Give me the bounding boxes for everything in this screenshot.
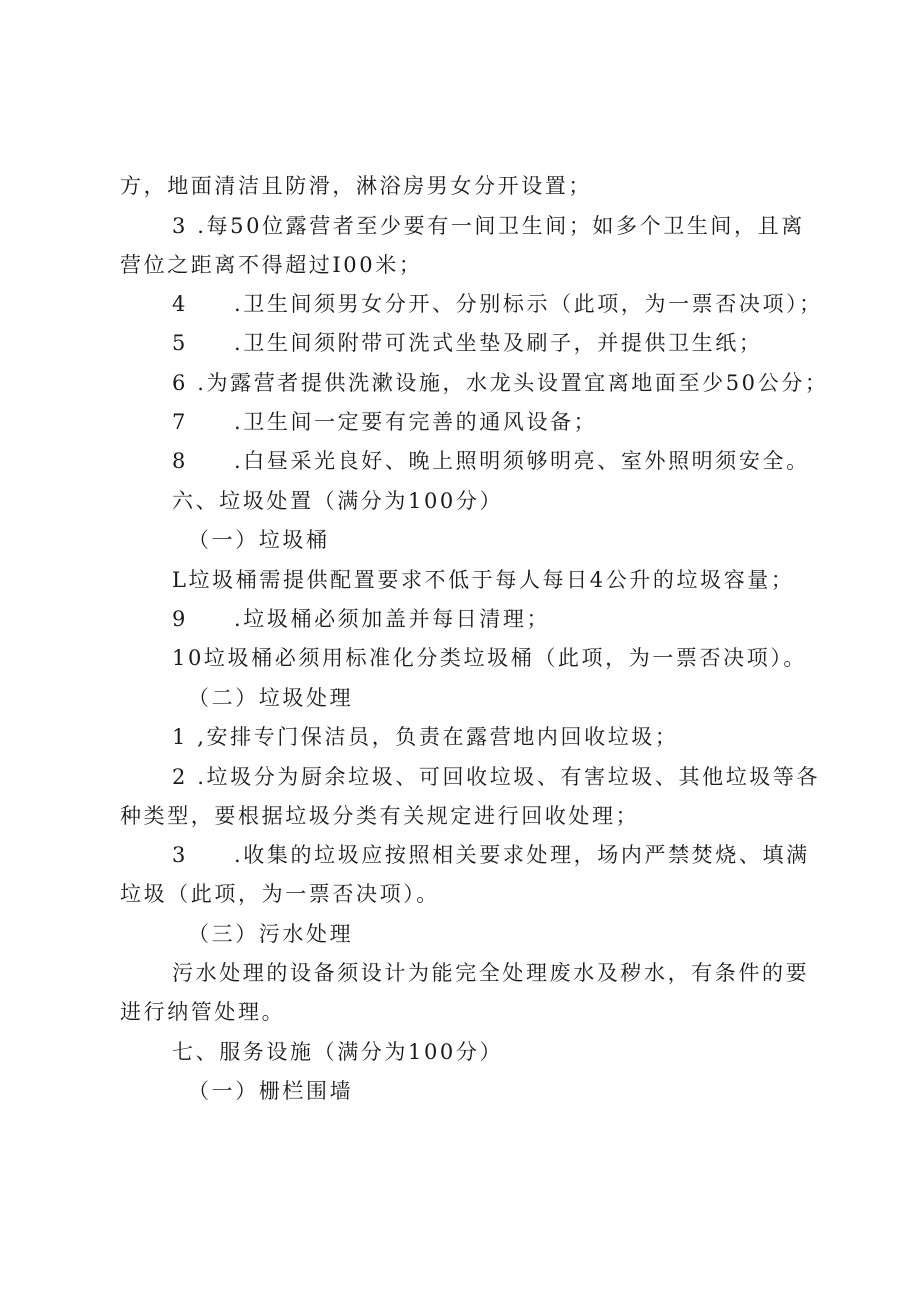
paragraph-line: 垃圾（此项，为一票否决项）。 (120, 882, 440, 906)
paragraph-line: 进行纳管处理。 (120, 1000, 286, 1024)
list-item-10: 10垃圾桶必须用标准化分类垃圾桶（此项，为一票否决项）。 (172, 646, 808, 670)
list-item-5: 5 .卫生间须附带可洗式坐垫及刷子，并提供卫生纸； (172, 331, 763, 355)
paragraph-line: 方，地面清洁且防滑，淋浴房男女分开设置； (120, 174, 592, 198)
section-heading: 七、服务设施（满分为100分） (172, 1040, 504, 1064)
paragraph-line: 种类型，要根据垃圾分类有关规定进行回收处理； (120, 804, 640, 828)
list-item-6: 6 .为露营者提供洗漱设施，水龙头设置宜离地面至少50公分； (172, 371, 829, 395)
subsection-heading: （一）垃圾桶 (188, 528, 330, 552)
subsection-heading: （一）栅栏围墙 (188, 1079, 354, 1103)
list-item-9: 9 .垃圾桶必须加盖并每日清理； (172, 607, 551, 631)
list-item-1: L垃圾桶需提供配置要求不低于每人每日4公升的垃圾容量； (172, 568, 795, 592)
section-heading: 六、垃圾处置（满分为100分） (172, 489, 504, 513)
subsection-heading: （三）污水处理 (188, 922, 354, 946)
list-item-2: 2 .垃圾分为厨余垃圾、可回收垃圾、有害垃圾、其他垃圾等各 (172, 765, 821, 789)
list-item-1: 1 ,安排专门保洁员，负责在露营地内回收垃圾； (172, 725, 679, 749)
paragraph-line: 污水处理的设备须设计为能完全处理废水及秽水，有条件的要 (172, 961, 810, 985)
subsection-heading: （二）垃圾处理 (188, 686, 354, 710)
list-item-3: 3 .每50位露营者至少要有一间卫生间；如多个卫生间，且离 (172, 214, 805, 238)
list-item-3: 3 .收集的垃圾应按照相关要求处理，场内严禁焚烧、填满 (172, 843, 810, 867)
list-item-4: 4 .卫生间须男女分开、分别标示（此项，为一票否决项）； (172, 292, 823, 316)
paragraph-line: 营位之距离不得超过I00米； (120, 253, 423, 277)
list-item-8: 8 .白昼采光良好、晚上照明须够明亮、室外照明须安全。 (172, 449, 810, 473)
list-item-7: 7 .卫生间一定要有完善的通风设备； (172, 410, 598, 434)
